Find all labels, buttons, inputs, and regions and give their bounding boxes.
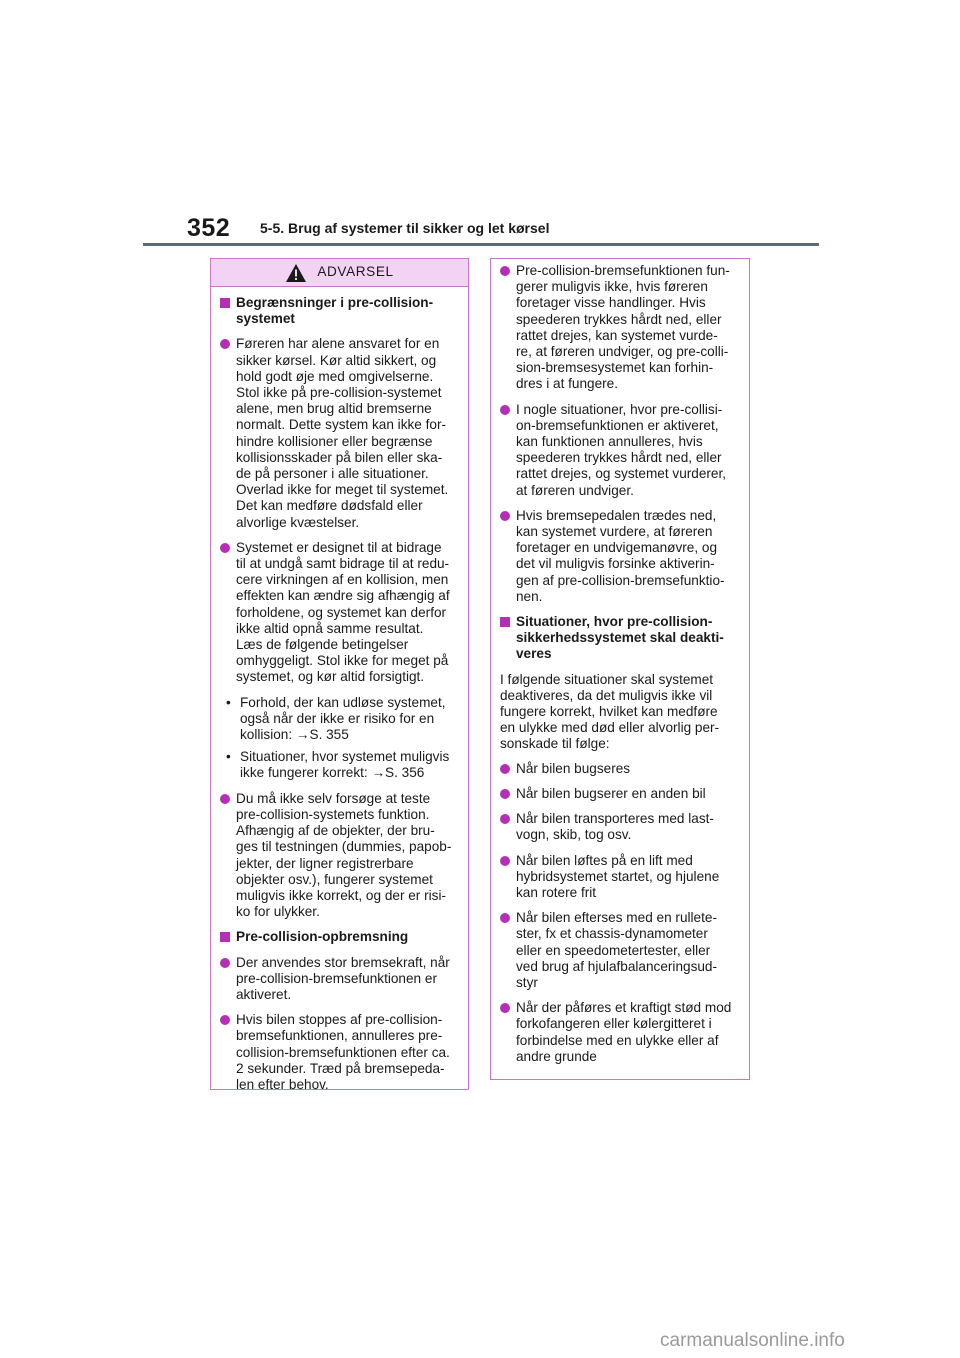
list-item bbox=[220, 540, 459, 686]
list-item-text: Du må ikke selv forsøge at teste pre-collision-systemets funktion. Afhængig af de objekter, der bru- ges til testningen (dummies, papob- jekter, der ligner registrerbare objekter osv.), fungerer systemet muligvis ikke korrekt, og der er risi- ko for ulykker. bbox=[236, 790, 452, 920]
heading-text: Pre-collision-opbremsning bbox=[236, 929, 409, 945]
list-item bbox=[500, 761, 740, 777]
square-bullet-icon bbox=[220, 298, 230, 308]
sub-list-item bbox=[220, 749, 459, 781]
warning-box bbox=[210, 258, 469, 1090]
circle-bullet-icon bbox=[220, 1015, 230, 1025]
list-item bbox=[500, 786, 740, 802]
list-item bbox=[220, 955, 459, 1004]
sub-list-item-text: Situationer, hvor systemet muligvis ikke fungerer korrekt: →S. 356 bbox=[240, 749, 450, 781]
list-item-text: Når der påføres et kraftigt stød mod forkofangeren eller kølergitteret i forbindelse med en ulykke eller af andre grunde bbox=[516, 1000, 732, 1064]
circle-bullet-icon bbox=[500, 814, 510, 824]
list-item bbox=[500, 508, 740, 605]
watermark: carmanualsonline.info bbox=[660, 1330, 845, 1351]
circle-bullet-icon bbox=[500, 764, 510, 774]
circle-bullet-icon bbox=[220, 339, 230, 349]
circle-bullet-icon bbox=[500, 405, 510, 415]
list-item bbox=[220, 791, 459, 921]
circle-bullet-icon bbox=[500, 1003, 510, 1013]
warning-triangle-icon bbox=[285, 263, 307, 283]
list-item bbox=[500, 811, 740, 843]
dot-marker: • bbox=[226, 749, 231, 765]
heading-deactivation-situations bbox=[500, 614, 740, 663]
list-item-text: Føreren har alene ansvaret for en sikker kørsel. Kør altid sikkert, og hold godt øje med omgivelserne. Stol ikke på pre-collision-systemet alene, men brug altid bremserne normalt. Dette system kan ikke for- hindre kollisioner eller begrænse kollisionsskader på bilen eller ska- de på personer i alle situationer. Overlad ikke for meget til systemet. Det kan medføre dødsfald eller alvorlige kvæstelser. bbox=[236, 336, 449, 530]
warning-title: ADVARSEL bbox=[317, 264, 394, 280]
list-item bbox=[500, 263, 740, 393]
warning-box-continued bbox=[490, 258, 750, 1080]
heading-limitations bbox=[220, 295, 459, 327]
list-item bbox=[220, 336, 459, 530]
warning-header bbox=[211, 259, 468, 287]
list-item bbox=[500, 853, 740, 902]
square-bullet-icon bbox=[220, 932, 230, 942]
list-item-text: I nogle situationer, hvor pre-collisi- on-bremsefunktionen er aktiveret, kan funktionen annulleres, hvis speederen trykkes hårdt ned, eller rattet drejes, og systemet vurderer, at føreren undviger. bbox=[516, 401, 727, 498]
circle-bullet-icon bbox=[500, 511, 510, 521]
header-rule bbox=[143, 243, 819, 246]
list-item-text: Når bilen bugseres bbox=[516, 760, 631, 776]
paragraph: I følgende situationer skal systemet deaktiveres, da det muligvis ikke vil fungere korrekt, hvilket kan medføre en ulykke med død eller alvorlig per- sonskade til følge: bbox=[500, 671, 720, 752]
sub-list-item-text: Forhold, der kan udløse systemet, også når der ikke er risiko for en kollision: →S. 355 bbox=[240, 694, 446, 743]
list-item bbox=[500, 910, 740, 991]
heading-text: Situationer, hvor pre-collision- sikkerhedssystemet skal deakti- veres bbox=[516, 614, 724, 662]
circle-bullet-icon bbox=[220, 958, 230, 968]
list-item bbox=[500, 1000, 740, 1065]
list-item-text: Hvis bilen stoppes af pre-collision- bremsefunktionen, annulleres pre- collision-bremsefunktionen efter ca. 2 sekunder. Træd på bremsepeda- len efter behov. bbox=[236, 1012, 450, 1092]
page-number: 352 bbox=[187, 214, 231, 242]
list-item-text: Pre-collision-bremsefunktionen fun- gerer muligvis ikke, hvis føreren foretager visse handlinger. Hvis speederen trykkes hårdt ned, eller rattet drejes, kan systemet vurde- re, at føreren undviger, og pre-colli- sion-bremsesystemet kan forhin- dres i at fungere. bbox=[516, 263, 730, 392]
list-item-text: Når bilen bugserer en anden bil bbox=[516, 785, 706, 801]
list-item-text: Systemet er designet til at bidrage til at undgå samt bidrage til at redu- cere virkningen af en kollision, men effekten kan ændre sig afhængig af forholdene, og systemet kan derfor ikke altid opnå samme resultat. Læs de følgende betingelser omhyggeligt. Stol ikke for meget på systemet, og kør altid forsigtigt. bbox=[236, 539, 450, 685]
dot-marker: • bbox=[226, 694, 231, 710]
list-item-text: Når bilen løftes på en lift med hybridsystemet startet, og hjulene kan rotere frit bbox=[516, 852, 720, 900]
sub-list-item bbox=[220, 695, 459, 744]
circle-bullet-icon bbox=[500, 913, 510, 923]
circle-bullet-icon bbox=[220, 543, 230, 553]
list-item-text: Når bilen efterses med en rullete- ster, fx et chassis-dynamometer eller en speedometertester, eller ved brug af hjulafbalanceringsud- styr bbox=[516, 910, 718, 990]
list-item-text: Når bilen transporteres med last- vogn, skib, tog osv. bbox=[516, 811, 714, 843]
section-title: 5-5. Brug af systemer til sikker og let kørsel bbox=[260, 220, 550, 236]
list-item-text: Hvis bremsepedalen trædes ned, kan systemet vurdere, at føreren foretager en undvigemanøvre, og det vil muligvis forsinke aktiverin- gen af pre-collision-bremsefunktio- nen. bbox=[516, 507, 725, 604]
square-bullet-icon bbox=[500, 617, 510, 627]
list-item bbox=[220, 1012, 459, 1093]
circle-bullet-icon bbox=[500, 266, 510, 276]
heading-pre-collision-braking bbox=[220, 929, 459, 945]
list-item bbox=[500, 402, 740, 499]
circle-bullet-icon bbox=[500, 856, 510, 866]
circle-bullet-icon bbox=[500, 789, 510, 799]
circle-bullet-icon bbox=[220, 794, 230, 804]
list-item-text: Der anvendes stor bremsekraft, når pre-collision-bremsefunktionen er aktiveret. bbox=[236, 954, 450, 1002]
heading-text: Begrænsninger i pre-collision- systemet bbox=[236, 295, 434, 327]
